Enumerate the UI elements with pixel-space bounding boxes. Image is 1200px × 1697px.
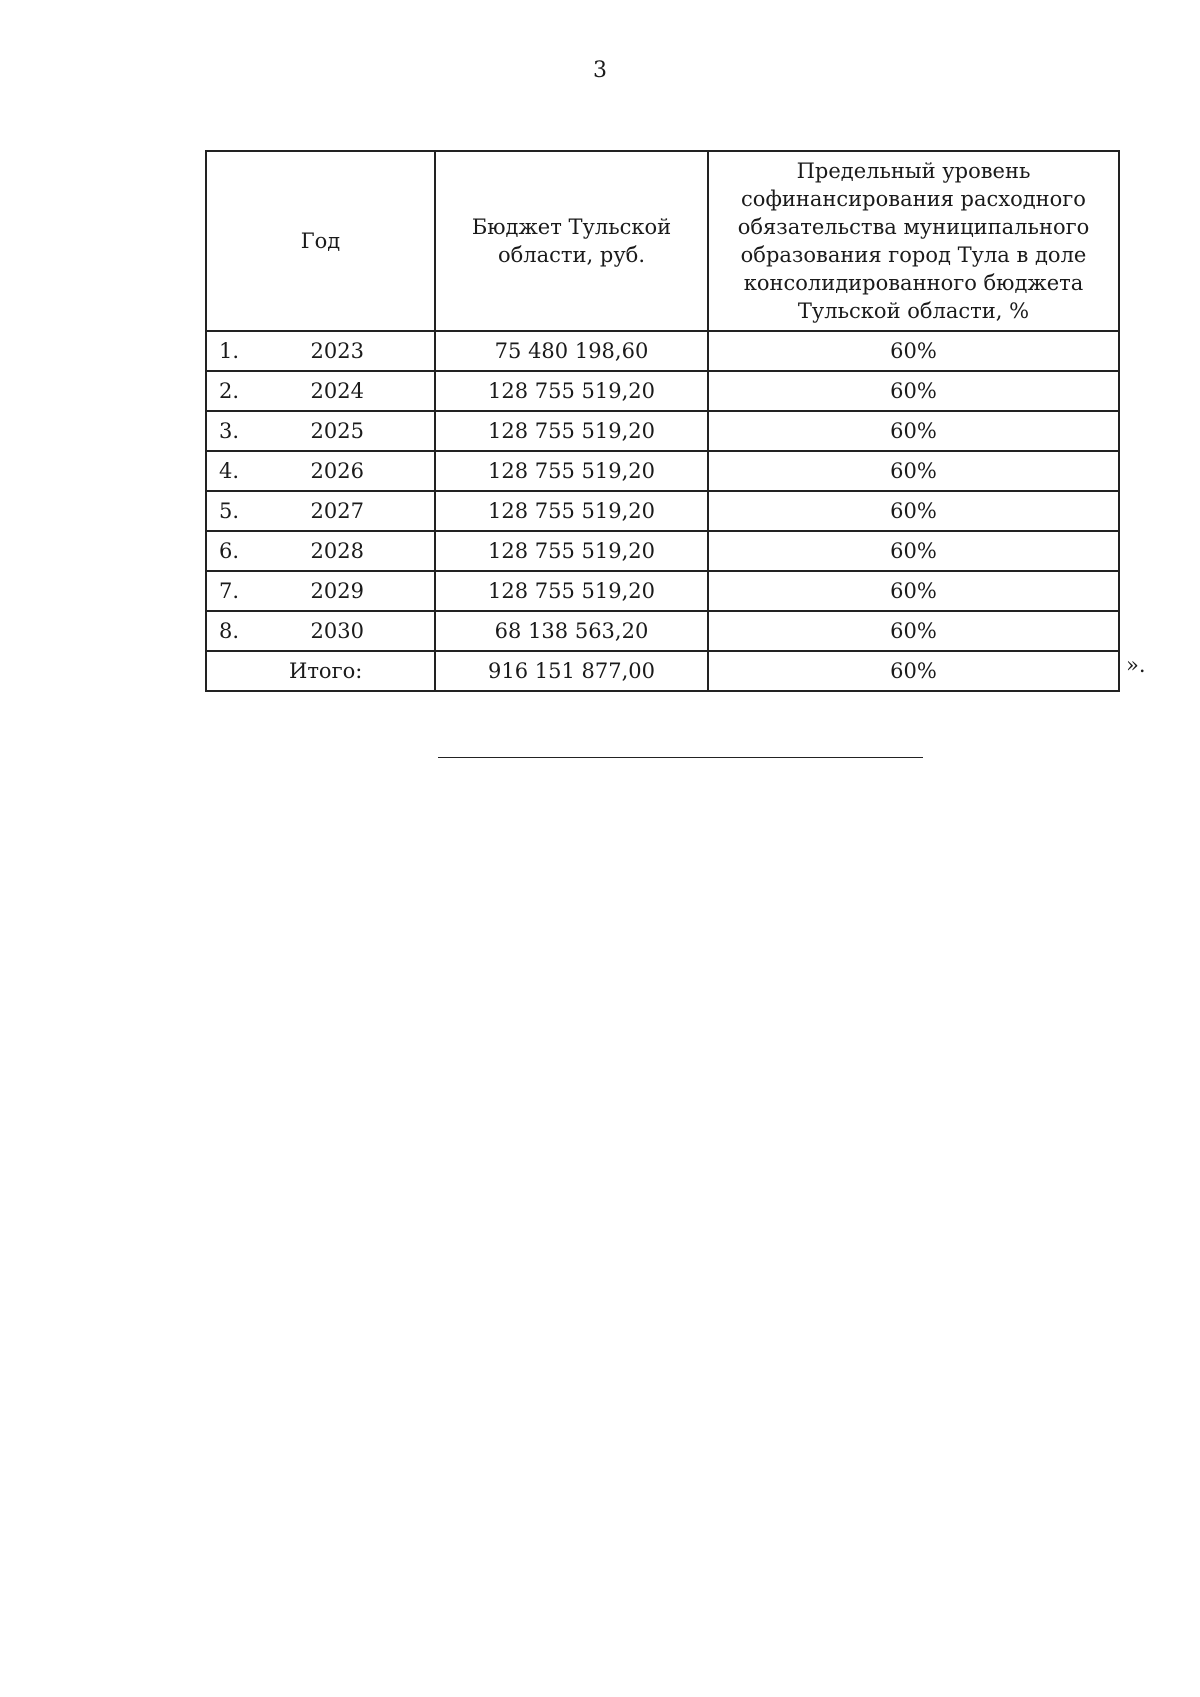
level-cell: 60% (708, 451, 1119, 491)
budget-cell: 68 138 563,20 (435, 611, 708, 651)
row-number: 6. (219, 539, 240, 563)
year-cell (206, 371, 435, 411)
total-label: Итого: (206, 651, 435, 691)
page-number: 3 (593, 58, 607, 83)
row-year: 2028 (310, 539, 364, 563)
level-cell: 60% (708, 531, 1119, 571)
row-number: 5. (219, 499, 240, 523)
level-cell: 60% (708, 371, 1119, 411)
row-year: 2026 (310, 459, 364, 483)
level-cell: 60% (708, 491, 1119, 531)
budget-cell: 75 480 198,60 (435, 331, 708, 371)
header-year: Год (206, 151, 435, 331)
year-cell (206, 451, 435, 491)
year-cell (206, 531, 435, 571)
row-number: 1. (219, 339, 240, 363)
row-number: 3. (219, 419, 240, 443)
row-number: 4. (219, 459, 240, 483)
year-cell (206, 611, 435, 651)
row-number: 7. (219, 579, 240, 603)
budget-cell: 128 755 519,20 (435, 451, 708, 491)
total-budget: 916 151 877,00 (435, 651, 708, 691)
budget-cell: 128 755 519,20 (435, 411, 708, 451)
year-cell (206, 331, 435, 371)
row-year: 2027 (310, 499, 364, 523)
total-level: 60% (708, 651, 1119, 691)
row-number: 2. (219, 379, 240, 403)
row-year: 2024 (310, 379, 364, 403)
level-cell: 60% (708, 331, 1119, 371)
budget-table (205, 150, 1120, 692)
table-row (206, 571, 1119, 611)
row-year: 2025 (310, 419, 364, 443)
year-cell (206, 491, 435, 531)
header-level: Предельный уровень софинансирования расходного обязательства муниципального образования город Тула в доле консолидированного бюджета Тульской области, % (708, 151, 1119, 331)
table-row (206, 531, 1119, 571)
budget-cell: 128 755 519,20 (435, 531, 708, 571)
year-cell (206, 411, 435, 451)
row-year: 2030 (310, 619, 364, 643)
level-cell: 60% (708, 611, 1119, 651)
table-row (206, 491, 1119, 531)
table-row (206, 371, 1119, 411)
level-cell: 60% (708, 571, 1119, 611)
row-number: 8. (219, 619, 240, 643)
budget-cell: 128 755 519,20 (435, 491, 708, 531)
level-cell: 60% (708, 411, 1119, 451)
table-row (206, 411, 1119, 451)
table-row (206, 611, 1119, 651)
table-row (206, 331, 1119, 371)
year-cell (206, 571, 435, 611)
budget-cell: 128 755 519,20 (435, 371, 708, 411)
table-row (206, 451, 1119, 491)
table-header-row (206, 151, 1119, 331)
budget-cell: 128 755 519,20 (435, 571, 708, 611)
header-budget: Бюджет Тульской области, руб. (435, 151, 708, 331)
row-year: 2023 (310, 339, 364, 363)
row-year: 2029 (310, 579, 364, 603)
end-separator-line (438, 757, 923, 758)
total-row (206, 651, 1119, 691)
closing-quote: ». (1126, 653, 1146, 677)
